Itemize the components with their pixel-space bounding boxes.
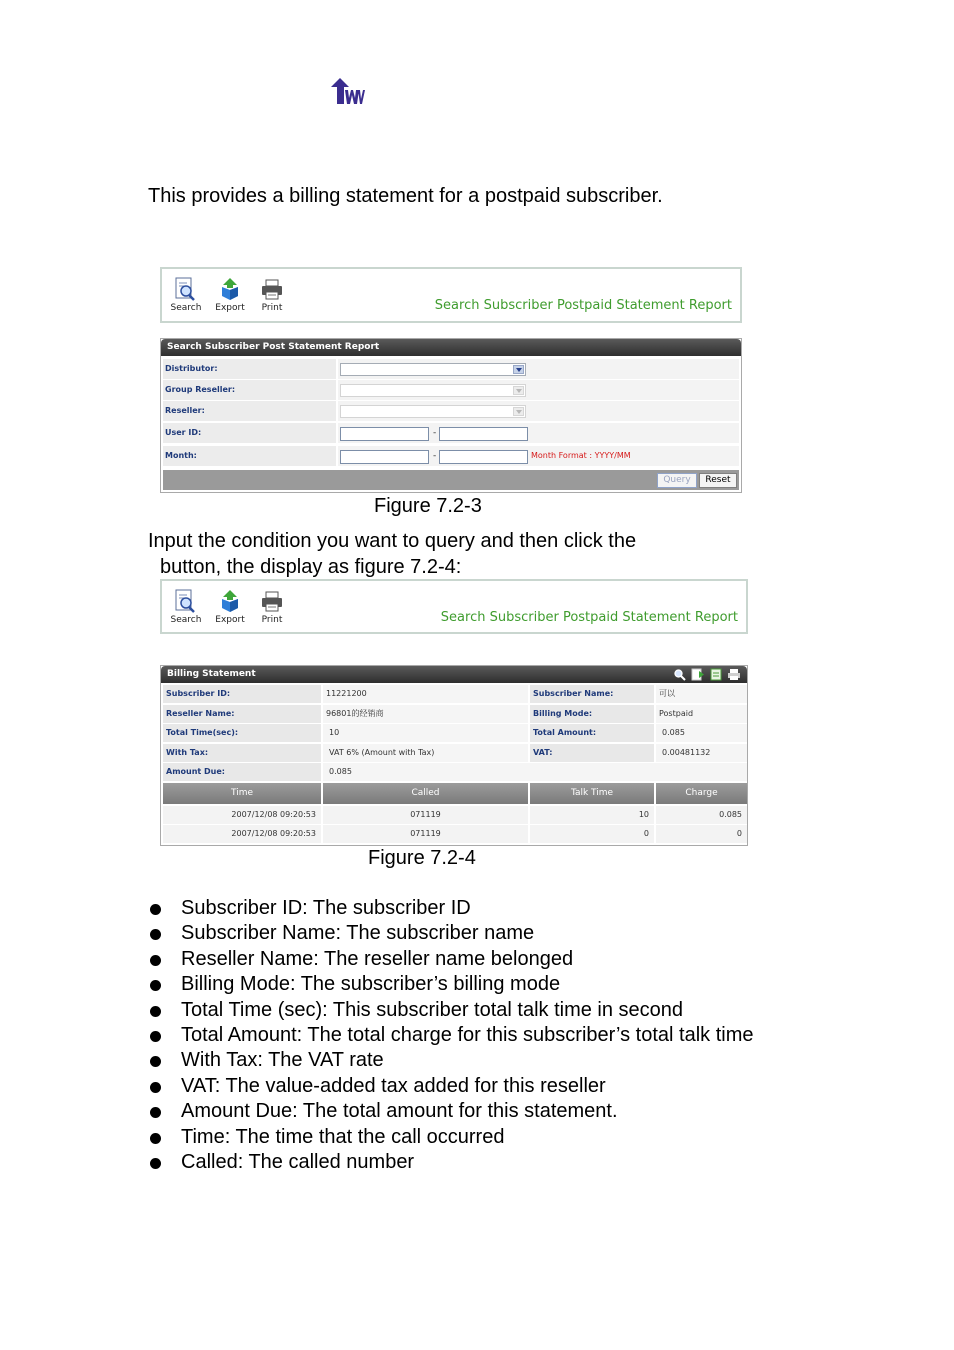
bullet-icon <box>150 1133 161 1144</box>
table-row-called: 071119 <box>323 806 528 824</box>
export-icon <box>218 277 242 301</box>
amount-due-label: Amount Due: <box>163 763 321 781</box>
instruction-line-1: Input the condition you want to query and then click the <box>148 530 637 552</box>
distributor-row <box>163 359 739 379</box>
list-item: Called: The called number <box>148 1150 808 1175</box>
month-format-hint: Month Format : YYYY/MM <box>531 451 631 460</box>
print-icon <box>260 277 284 301</box>
export-icon[interactable] <box>691 668 705 681</box>
toolbar-panel <box>160 267 742 323</box>
reseller-row <box>163 401 739 421</box>
month-from-input[interactable] <box>340 450 429 464</box>
bullet-icon <box>150 955 161 966</box>
chevron-down-icon[interactable] <box>513 407 524 416</box>
table-row-charge: 0 <box>656 825 747 843</box>
group-reseller-select[interactable] <box>340 384 526 397</box>
list-item: Amount Due: The total amount for this statement. <box>148 1099 808 1124</box>
vat-label: VAT: <box>530 744 654 762</box>
bullet-icon <box>150 1006 161 1017</box>
month-to-input[interactable] <box>439 450 528 464</box>
total-amount-value: 0.085 <box>656 724 747 742</box>
search-icon <box>174 277 198 301</box>
user-id-from-input[interactable] <box>340 427 429 441</box>
bullet-icon <box>150 1031 161 1042</box>
figure-caption-2: Figure 7.2-4 <box>368 847 476 869</box>
bullet-icon <box>150 904 161 915</box>
list-item: VAT: The value-added tax added for this reseller <box>148 1074 808 1099</box>
list-item: Subscriber Name: The subscriber name <box>148 921 808 946</box>
bullet-icon <box>150 1082 161 1093</box>
table-row-charge: 0.085 <box>656 806 747 824</box>
reseller-name-label: Reseller Name: <box>163 705 321 723</box>
subscriber-id-label: Subscriber ID: <box>163 685 321 703</box>
amount-due-value: 0.085 <box>323 763 747 781</box>
search-form-panel <box>160 338 742 493</box>
export-button[interactable]: Export <box>212 589 248 625</box>
field-description-list <box>148 896 808 1175</box>
intro-text: This provides a billing statement for a postpaid subscriber. <box>148 185 663 207</box>
print-button[interactable]: Print <box>254 589 290 625</box>
subscriber-name-label: Subscriber Name: <box>530 685 654 703</box>
print-icon[interactable] <box>727 668 741 681</box>
billing-mode-label: Billing Mode: <box>530 705 654 723</box>
figure-caption-1: Figure 7.2-3 <box>374 495 482 517</box>
billing-statement-panel <box>160 665 748 846</box>
total-time-value: 10 <box>323 724 528 742</box>
reset-button[interactable]: Reset <box>699 473 737 488</box>
total-time-label: Total Time(sec): <box>163 724 321 742</box>
user-id-to-input[interactable] <box>439 427 528 441</box>
bullet-icon <box>150 1107 161 1118</box>
list-item: Subscriber ID: The subscriber ID <box>148 896 808 921</box>
list-item: Total Amount: The total charge for this subscriber’s total talk time <box>148 1023 808 1048</box>
company-logo <box>331 78 367 108</box>
subscriber-name-value: 可以 <box>656 685 747 703</box>
distributor-select[interactable] <box>340 363 526 376</box>
chevron-down-icon[interactable] <box>513 386 524 395</box>
table-row-talk-time: 0 <box>530 825 654 843</box>
table-row-called: 071119 <box>323 825 528 843</box>
vat-value: 0.00481132 <box>656 744 747 762</box>
distributor-label: Distributor: <box>163 359 336 379</box>
toolbar-panel <box>160 579 748 634</box>
group-reseller-row <box>163 380 739 400</box>
table-row-time: 2007/12/08 09:20:53 <box>163 806 321 824</box>
month-row <box>163 446 739 466</box>
column-header-called[interactable]: Called <box>323 783 528 804</box>
form-footer <box>163 470 739 490</box>
column-header-talk-time[interactable]: Talk Time <box>530 783 654 804</box>
table-row-time: 2007/12/08 09:20:53 <box>163 825 321 843</box>
column-header-time[interactable]: Time <box>163 783 321 804</box>
range-dash: - <box>433 428 437 438</box>
report-title: Search Subscriber Postpaid Statement Report <box>434 298 732 313</box>
range-dash: - <box>433 451 437 461</box>
table-row-talk-time: 10 <box>530 806 654 824</box>
group-reseller-label: Group Reseller: <box>163 380 336 400</box>
user-id-row <box>163 423 739 443</box>
total-amount-label: Total Amount: <box>530 724 654 742</box>
column-header-charge[interactable]: Charge <box>656 783 747 804</box>
with-tax-value: VAT 6% (Amount with Tax) <box>323 744 528 762</box>
user-id-label: User ID: <box>163 423 336 443</box>
bullet-icon <box>150 1158 161 1169</box>
export-icon <box>218 589 242 613</box>
query-button[interactable]: Query <box>657 473 697 488</box>
reseller-label: Reseller: <box>163 401 336 421</box>
billing-header-title: Billing Statement <box>167 669 256 679</box>
billing-mode-value: Postpaid <box>656 705 747 723</box>
list-item: Reseller Name: The reseller name belonged <box>148 947 808 972</box>
bullet-icon <box>150 980 161 991</box>
list-item: With Tax: The VAT rate <box>148 1048 808 1073</box>
print-button[interactable]: Print <box>254 277 290 313</box>
search-button[interactable]: Search <box>168 589 204 625</box>
search-icon[interactable] <box>673 668 687 681</box>
chevron-down-icon[interactable] <box>513 365 524 374</box>
print-icon <box>260 589 284 613</box>
export-button[interactable]: Export <box>212 277 248 313</box>
list-item: Billing Mode: The subscriber’s billing mode <box>148 972 808 997</box>
reseller-name-value: 96801的经销商 <box>323 705 528 723</box>
form-header: Search Subscriber Post Statement Report <box>161 339 741 356</box>
instruction-line-2: button, the display as figure 7.2-4: <box>160 556 462 578</box>
search-icon <box>174 589 198 613</box>
with-tax-label: With Tax: <box>163 744 321 762</box>
search-button[interactable]: Search <box>168 277 204 313</box>
bullet-icon <box>150 929 161 940</box>
list-item: Total Time (sec): This subscriber total talk time in second <box>148 998 808 1023</box>
subscriber-id-value: 11221200 <box>323 685 528 703</box>
month-label: Month: <box>163 446 336 466</box>
document-icon[interactable] <box>709 668 723 681</box>
reseller-select[interactable] <box>340 405 526 418</box>
list-item: Time: The time that the call occurred <box>148 1125 808 1150</box>
report-title: Search Subscriber Postpaid Statement Report <box>440 610 738 625</box>
bullet-icon <box>150 1056 161 1067</box>
billing-header <box>161 666 747 683</box>
